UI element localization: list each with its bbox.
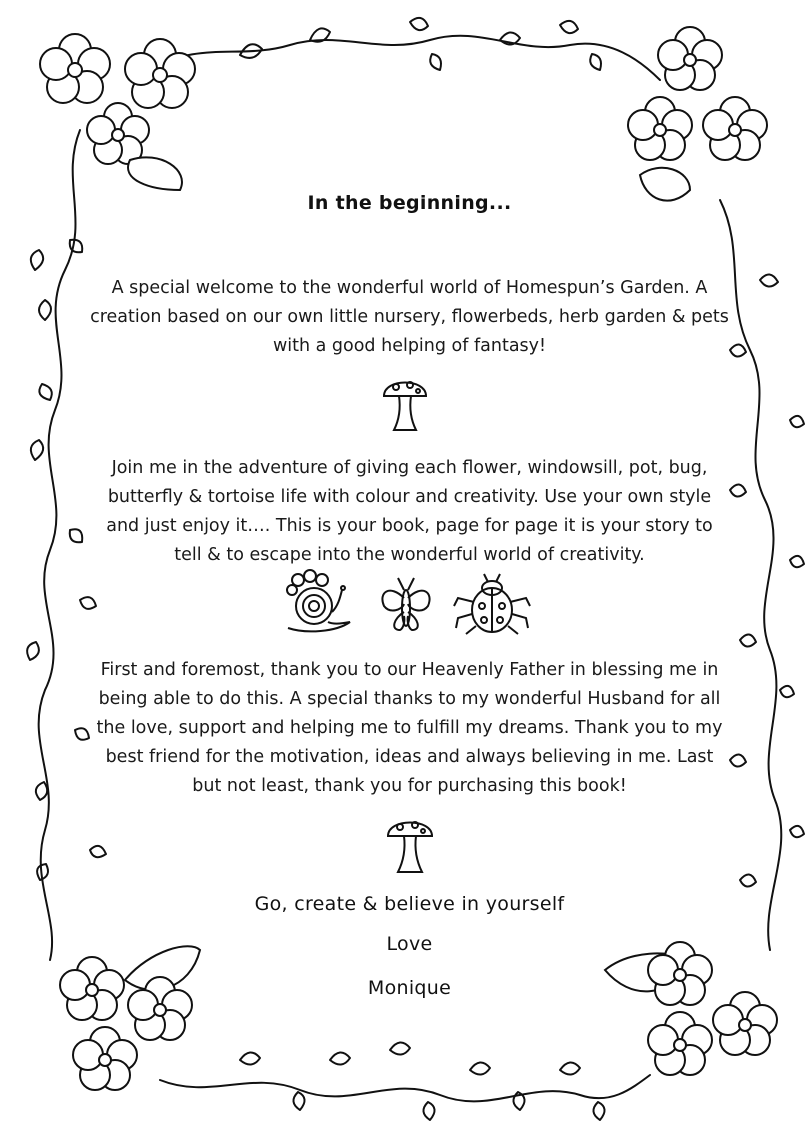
thanks-paragraph: First and foremost, thank you to our Heavenly Father in blessing me in being able to do this. A special thanks to my wonderful Husband for all the love, support and helping me to fulfill my dreams. Thank you to my best friend for the motivation, ideas and always believing in me. Last but not least, thank you for purchasing this book! [96, 660, 723, 796]
page-title: In the beginning... [307, 192, 512, 214]
signature: Monique [367, 977, 452, 999]
intro-paragraph: A special welcome to the wonderful world of Homespun’s Garden. A creation based on our own little nursery, flowerbeds, herb garden & pets with a good helping of fantasy! [90, 278, 729, 356]
sign-off: Love [386, 933, 433, 955]
adventure-paragraph: Join me in the adventure of giving each flower, windowsill, pot, bug, butterfly & tortoise life with colour and creativity. Use your own style and just enjoy it…. This is your book, page for page it is your story to tell & to escape into the wonderful world of creativity. [106, 458, 713, 565]
butterfly-icon [374, 574, 438, 638]
snail-icon [276, 566, 356, 636]
ladybug-icon [452, 572, 532, 638]
mushroom-icon [384, 812, 436, 876]
closing-line: Go, create & believe in yourself [254, 893, 565, 915]
mushroom-icon [380, 372, 430, 434]
